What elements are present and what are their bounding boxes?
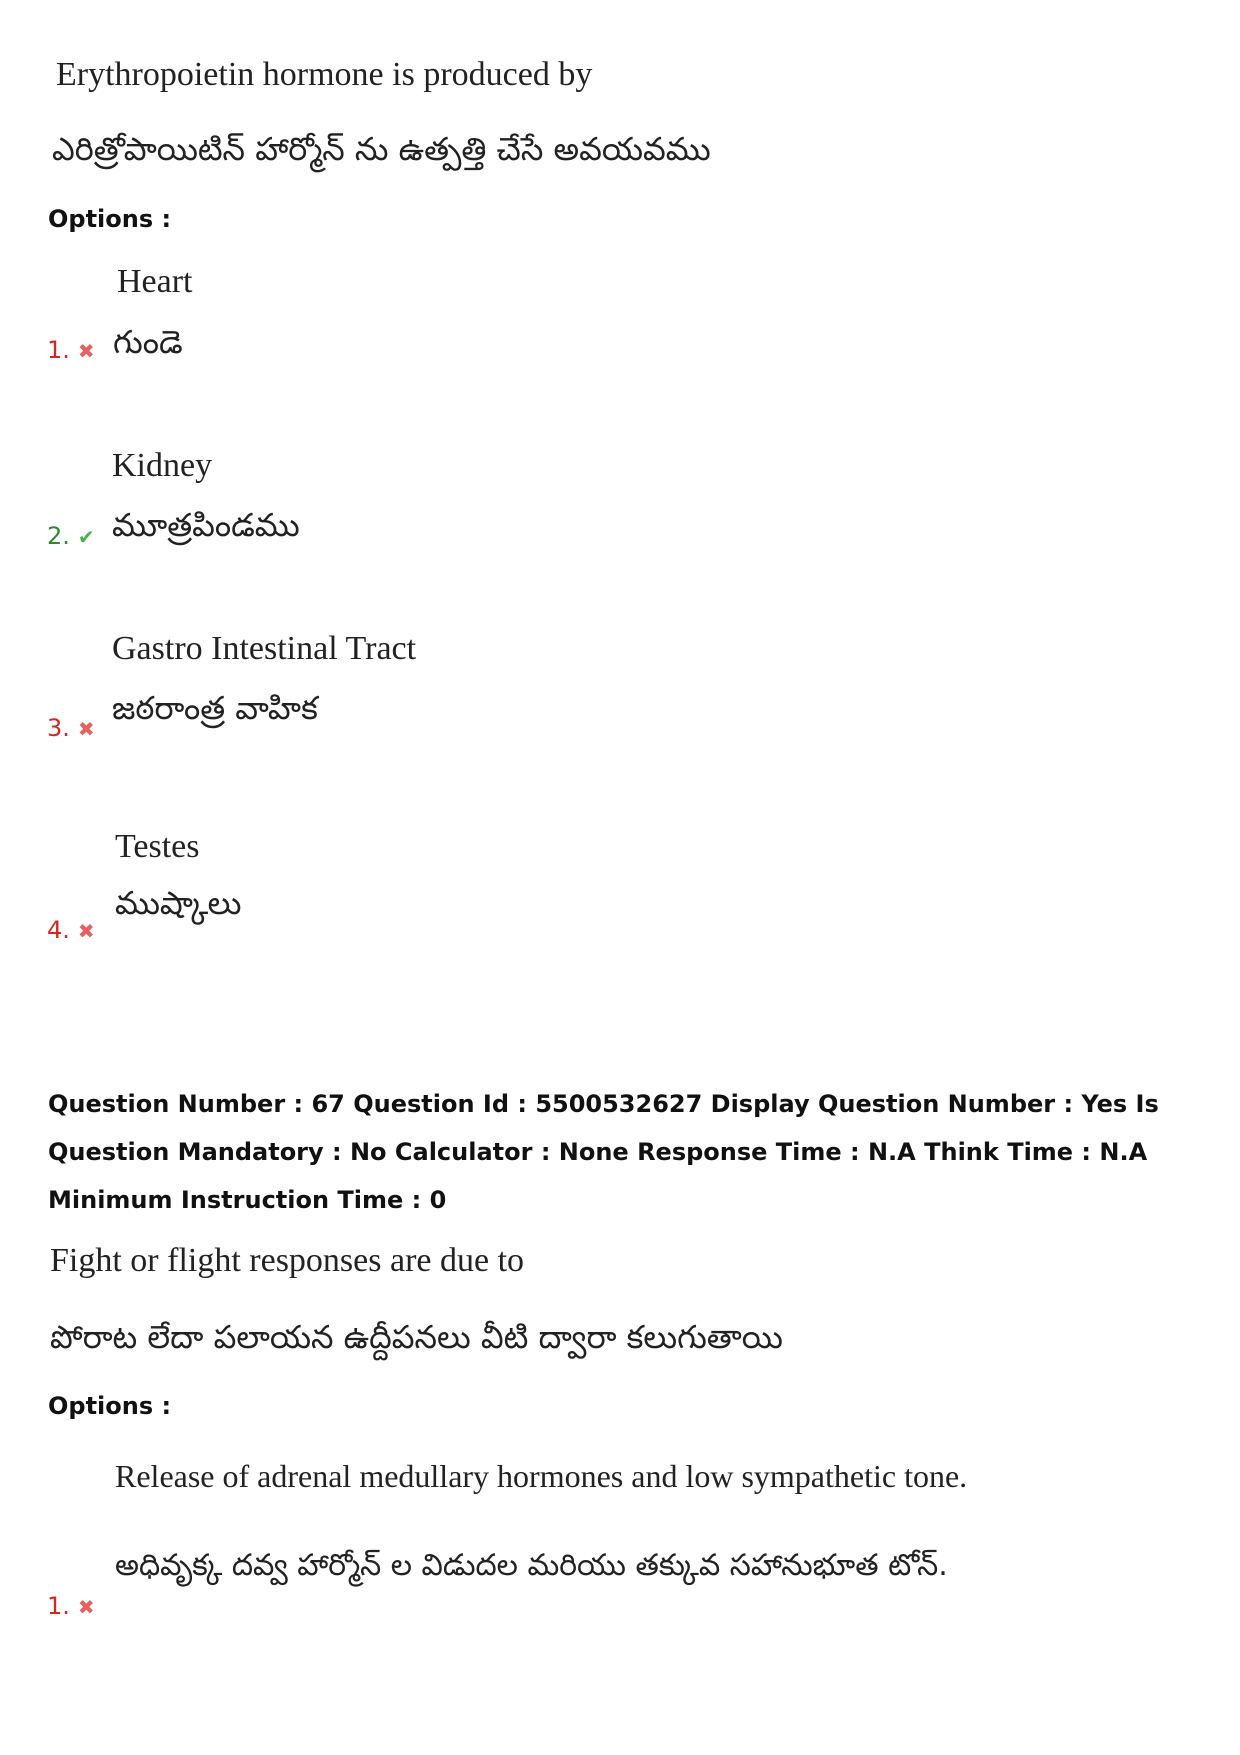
option-1-text-english: Heart bbox=[117, 263, 193, 300]
option-number: 4. bbox=[47, 916, 70, 944]
question-text-english: Erythropoietin hormone is produced by bbox=[56, 56, 593, 93]
option-3-text-english: Gastro Intestinal Tract bbox=[112, 630, 417, 667]
option-1-marker bbox=[47, 336, 95, 364]
option-number: 2. bbox=[47, 522, 70, 550]
cross-icon: ✖ bbox=[77, 1595, 95, 1619]
option-number: 1. bbox=[47, 1592, 70, 1620]
question-text-telugu: పోరాట లేదా పలాయన ఉద్దీపనలు వీటి ద్వారా కలుగుతాయి bbox=[50, 1318, 783, 1356]
options-label: Options : bbox=[48, 1392, 172, 1420]
option-number: 3. bbox=[47, 714, 70, 742]
option-number: 1. bbox=[47, 336, 70, 364]
option-3-marker bbox=[47, 714, 95, 742]
option-4-marker bbox=[47, 916, 95, 944]
cross-icon: ✖ bbox=[77, 339, 95, 363]
option-1-text-telugu: అధివృక్క దవ్వ హార్మోన్ ల విడుదల మరియు తక్కువ సహానుభూత టోన్. bbox=[115, 1548, 948, 1583]
question-metadata: Question Number : 67 Question Id : 5500532627 Display Question Number : Yes Is Question Mandatory : No Calculator : None Response Time : N.A Think Time : N.A Minimum Instruction Time : 0 bbox=[48, 1090, 1159, 1214]
option-2-text-english: Kidney bbox=[112, 447, 213, 484]
check-icon: ✔ bbox=[77, 525, 95, 549]
option-4-text-telugu: ముష్కాలు bbox=[115, 884, 242, 922]
option-2-marker bbox=[47, 522, 95, 550]
option-2-text-telugu: మూత్రపిండము bbox=[112, 506, 300, 544]
question-text-english: Fight or flight responses are due to bbox=[50, 1242, 525, 1279]
option-1-marker bbox=[47, 1592, 95, 1620]
option-1-text-english: Release of adrenal medullary hormones and low sympathetic tone. bbox=[115, 1458, 968, 1494]
option-3-text-telugu: జఠరాంత్ర వాహిక bbox=[112, 689, 318, 727]
question-text-telugu: ఎరిత్రోపాయిటిన్ హార్మోన్ ను ఉత్పత్తి చేసే అవయవము bbox=[52, 130, 711, 168]
options-label: Options : bbox=[48, 205, 172, 233]
option-4-text-english: Testes bbox=[115, 828, 200, 865]
cross-icon: ✖ bbox=[77, 717, 95, 741]
option-1-text-telugu: గుండె bbox=[113, 323, 183, 361]
cross-icon: ✖ bbox=[77, 919, 95, 943]
